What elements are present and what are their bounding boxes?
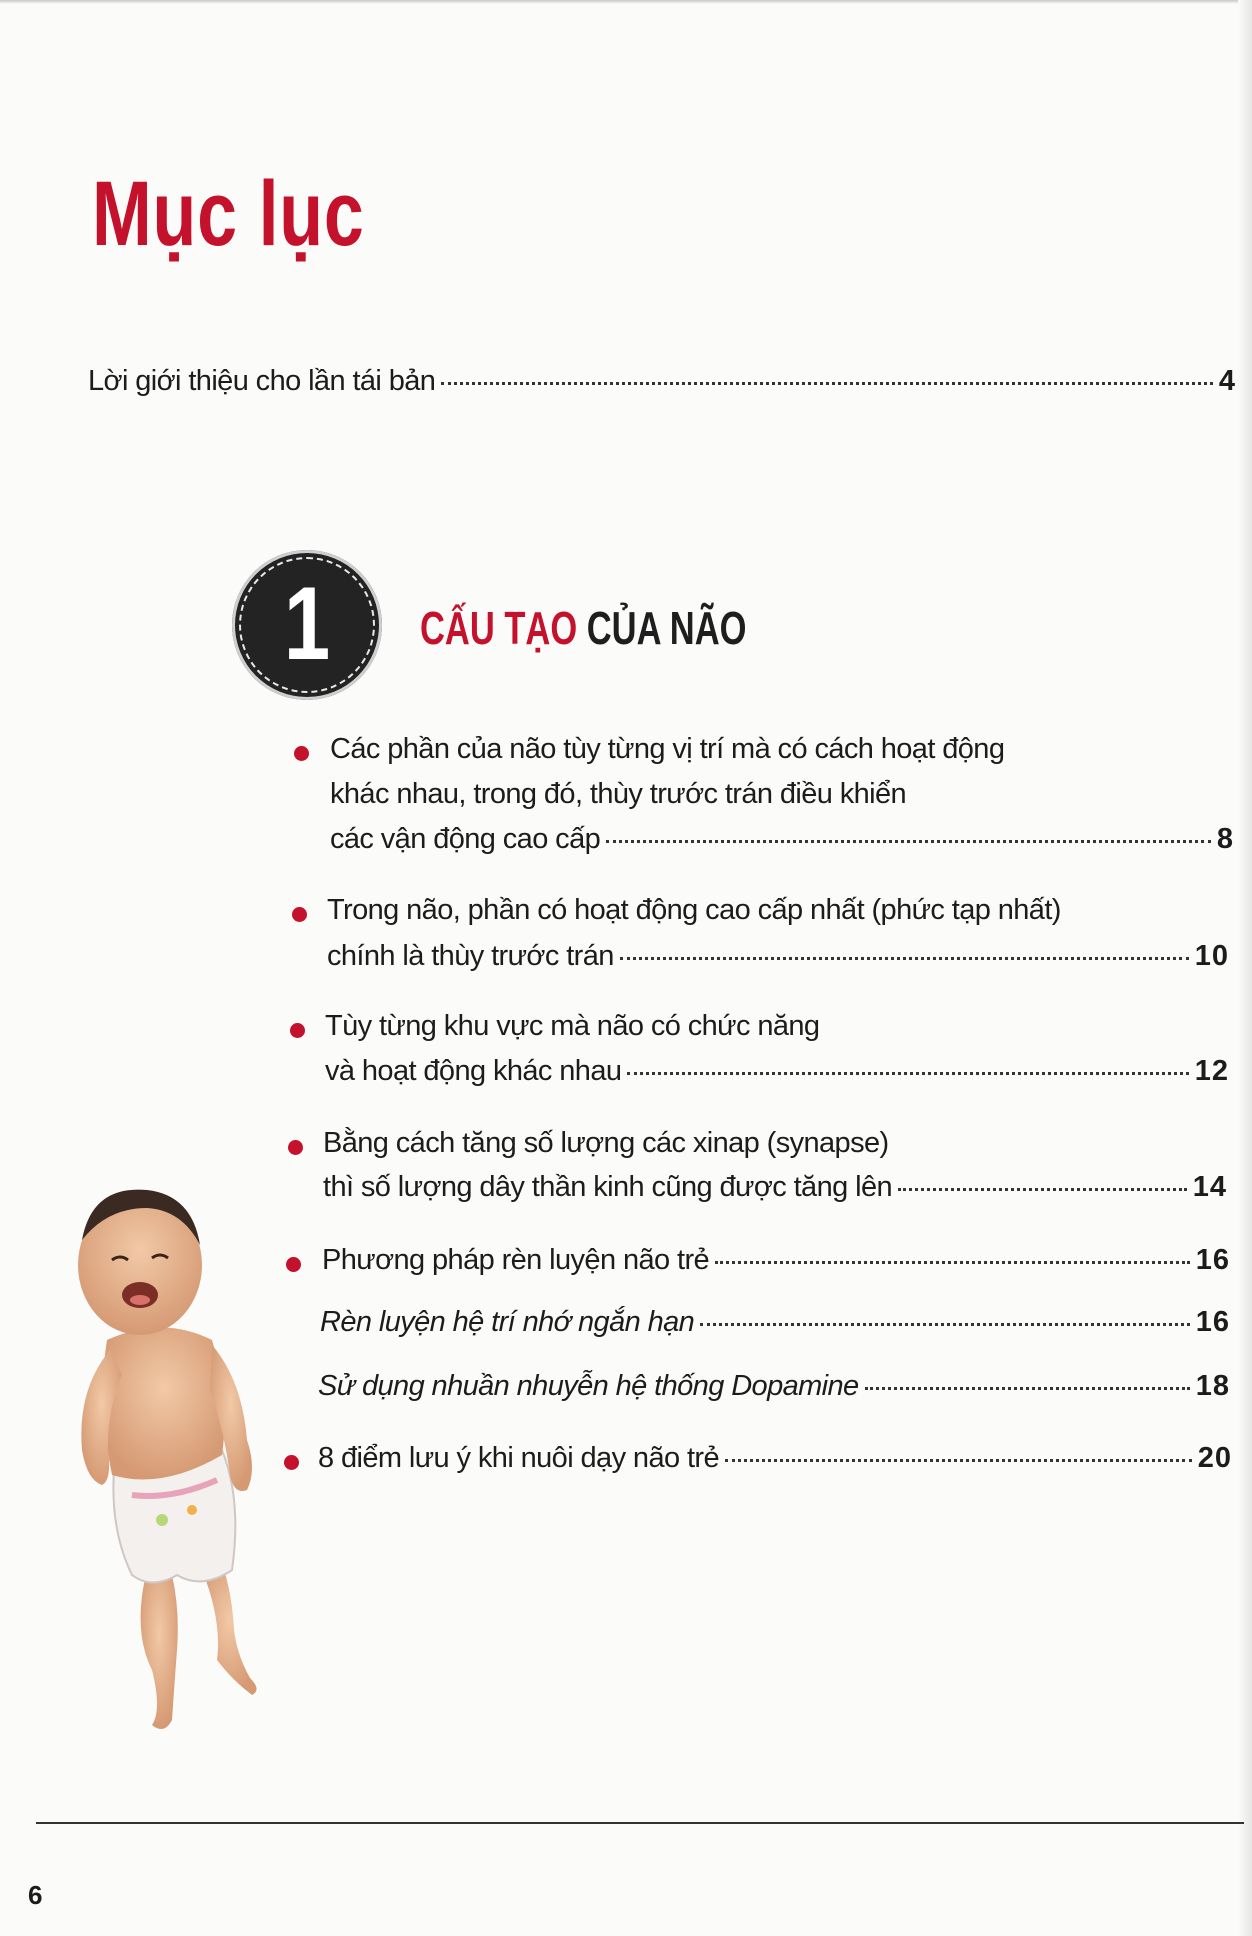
toc-subentry-row[interactable]: [320, 1306, 1230, 1339]
dot-leader: [898, 1188, 1187, 1191]
toc-entry-text: Phương pháp rèn luyện não trẻ: [322, 1244, 710, 1276]
toc-subentry-text: Rèn luyện hệ trí nhớ ngắn hạn: [320, 1306, 695, 1338]
chapter-title-part1: CẤU TẠO: [420, 602, 578, 654]
toc-entry-row[interactable]: [322, 1244, 1230, 1277]
toc-intro-page: 4: [1218, 365, 1236, 397]
toc-entry-page: 12: [1194, 1055, 1229, 1087]
toc-entry-page: 14: [1192, 1171, 1227, 1203]
toc-entry-page: 10: [1194, 940, 1229, 972]
dot-leader: [725, 1459, 1192, 1462]
toc-entry-text: chính là thùy trước trán: [327, 940, 614, 972]
toc-entry-page: 16: [1195, 1244, 1230, 1276]
toc-entry-page: 20: [1197, 1442, 1232, 1474]
toc-intro-text: Lời giới thiệu cho lần tái bản: [88, 365, 436, 397]
toc-entry-line[interactable]: Trong não, phần có hoạt động cao cấp nhất (phức tạp nhất): [327, 894, 1061, 926]
baby-photo-illustration: [52, 1150, 292, 1740]
toc-entry-text: các vận động cao cấp: [330, 823, 601, 855]
dot-leader: [715, 1261, 1190, 1264]
page-title: Mục lục: [92, 163, 365, 265]
dot-leader: [627, 1072, 1188, 1075]
toc-entry-row[interactable]: [330, 823, 1234, 856]
page-right-edge: [1238, 0, 1252, 1936]
toc-entry-text: 8 điểm lưu ý khi nuôi dạy não trẻ: [318, 1442, 720, 1474]
chapter-title: [420, 602, 747, 654]
toc-entry-row[interactable]: [327, 940, 1229, 973]
toc-subentry-page: 16: [1195, 1306, 1230, 1338]
toc-entry-line[interactable]: Các phần của não tùy từng vị trí mà có cách hoạt động: [330, 733, 1005, 765]
toc-entry-row[interactable]: [318, 1442, 1232, 1475]
dot-leader: [620, 957, 1189, 960]
chapter-title-part2: CỦA NÃO: [586, 602, 747, 654]
toc-entry-text: và hoạt động khác nhau: [325, 1055, 622, 1087]
toc-entry-line[interactable]: khác nhau, trong đó, thùy trước trán điều khiển: [330, 778, 907, 810]
dot-leader: [441, 382, 1213, 385]
toc-entry-text: thì số lượng dây thần kinh cũng được tăng lên: [323, 1171, 893, 1203]
bullet-icon: [290, 1023, 305, 1038]
dot-leader: [700, 1323, 1190, 1326]
bullet-icon: [292, 907, 307, 922]
dot-leader: [865, 1387, 1190, 1390]
page-top-edge: [0, 0, 1252, 4]
toc-entry-line[interactable]: Bằng cách tăng số lượng các xinap (synapse): [323, 1127, 889, 1159]
footer-rule: [36, 1822, 1244, 1824]
page-number: 6: [28, 1880, 43, 1910]
dot-leader: [606, 840, 1211, 843]
toc-subentry-text: Sử dụng nhuần nhuyễn hệ thống Dopamine: [318, 1370, 859, 1402]
toc-subentry-page: 18: [1195, 1370, 1230, 1402]
chapter-number: 1: [283, 566, 331, 682]
toc-entry-row[interactable]: [325, 1055, 1229, 1088]
toc-subentry-row[interactable]: [318, 1370, 1230, 1403]
toc-entry-page: 8: [1216, 823, 1234, 855]
toc-entry-row[interactable]: [323, 1171, 1227, 1204]
toc-entry-line[interactable]: Tùy từng khu vực mà não có chức năng: [325, 1010, 820, 1042]
bullet-icon: [294, 746, 309, 761]
toc-intro-row[interactable]: [88, 365, 1236, 398]
chapter-number-badge: [232, 550, 382, 700]
